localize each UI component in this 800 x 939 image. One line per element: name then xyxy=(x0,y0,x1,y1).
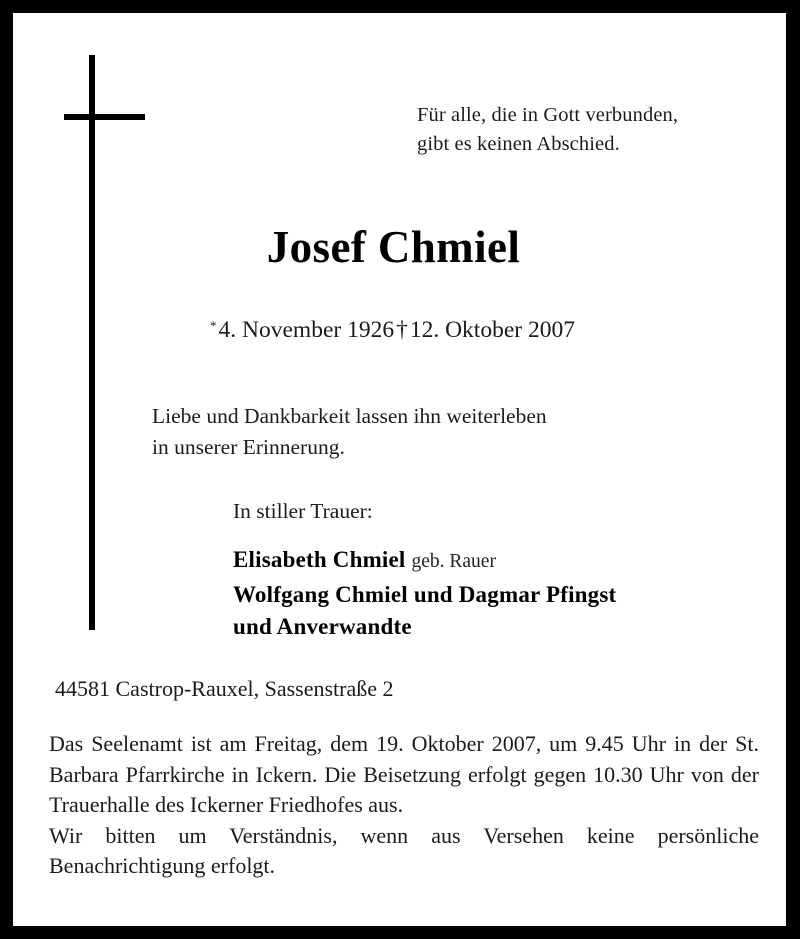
death-date: 12. Oktober 2007 xyxy=(409,317,575,343)
memorial-verse-line-1: Liebe und Dankbarkeit lassen ihn weiterleben xyxy=(152,404,547,428)
mourners-label: In stiller Trauer: xyxy=(233,499,373,523)
mourner-line-2: Wolfgang Chmiel und Dagmar Pfingst xyxy=(233,581,617,607)
mourners-list xyxy=(233,544,616,644)
mourner-line-3: und Anverwandte xyxy=(233,614,412,639)
memorial-verse xyxy=(152,401,547,463)
mourner-primary-name: Elisabeth Chmiel xyxy=(233,547,406,572)
life-dates xyxy=(13,311,786,345)
cross-horizontal-bar xyxy=(64,114,145,120)
service-paragraph-2: Wir bitten um Verständnis, wenn aus Versehen keine persönliche Benachrichtigung erfolgt. xyxy=(49,822,759,878)
mourner-maiden-name: geb. Rauer xyxy=(411,551,496,572)
birth-date: 4. November 1926 xyxy=(218,317,395,343)
service-details xyxy=(49,729,759,882)
memorial-quote xyxy=(417,101,678,159)
memorial-verse-line-2: in unserer Erinnerung. xyxy=(152,435,345,459)
memorial-quote-line-2: gibt es keinen Abschied. xyxy=(417,133,620,155)
service-paragraph-1: Das Seelenamt ist am Freitag, dem 19. Oktober 2007, um 9.45 Uhr in der St. Barbara Pfarrkirche in Ickern. Die Beisetzung erfolgt gegen 10.30 Uhr von der Trauerhalle des Ickerner Friedhofes aus. xyxy=(49,731,759,817)
obituary-card xyxy=(13,13,786,926)
birth-symbol: * xyxy=(210,318,217,333)
memorial-quote-line-1: Für alle, die in Gott verbunden, xyxy=(417,104,679,126)
mourner-line-1 xyxy=(233,544,616,579)
address-line: 44581 Castrop-Rauxel, Sassenstraße 2 xyxy=(55,676,394,701)
deceased-name: Josef Chmiel xyxy=(266,222,521,272)
death-symbol: † xyxy=(396,317,408,343)
